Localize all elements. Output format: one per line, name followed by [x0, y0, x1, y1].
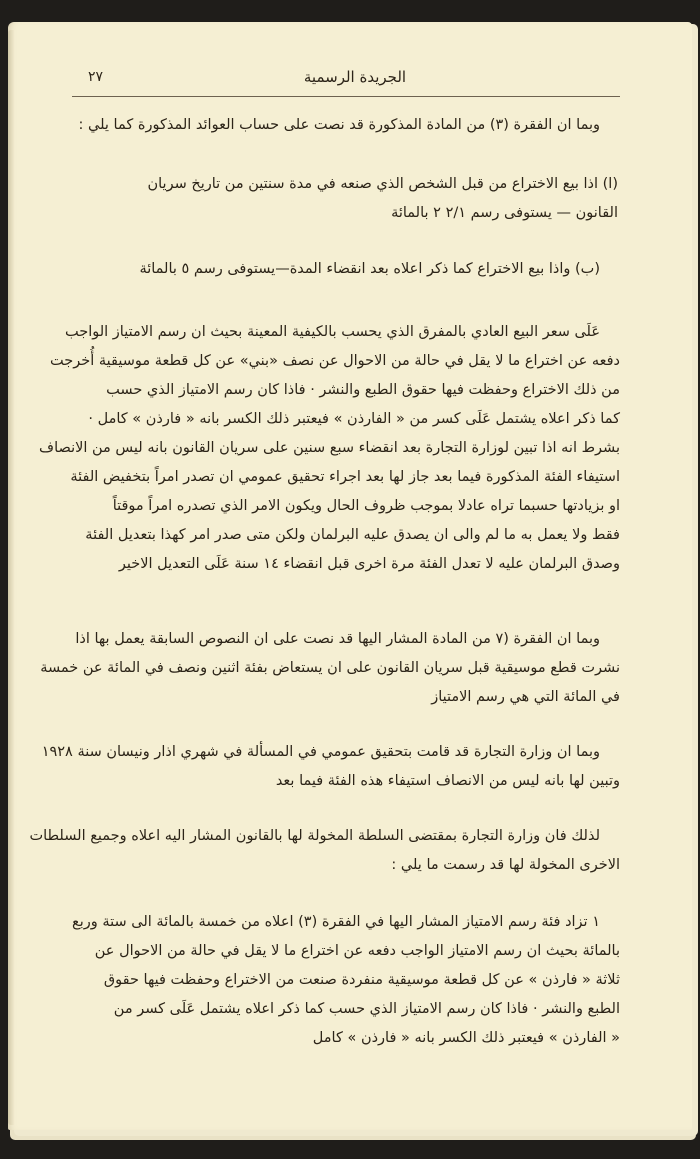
text-line: وتبين لها بانه ليس من الانصاف استيفاء هذه الفئة فيما بعد: [275, 773, 620, 789]
paragraph-therefore: [29, 822, 620, 880]
paragraph-clause-b: [90, 255, 620, 284]
text-line: وبما ان الفقرة (٧ من المادة المشار اليها قد نصت على ان النصوص السابقة يعمل بها اذا: [75, 631, 600, 647]
text-line: الطبع والنشر · فاذا كان رسم الامتياز الذي حسب كما ذكر اعلاه يشتمل عَلَى كسر من: [113, 1001, 620, 1017]
paragraph-whereas-para3: [78, 111, 620, 140]
page-number: ٢٧: [88, 69, 104, 85]
text-line: (ب) واذا بيع الاختراع كما ذكر اعلاه بعد انقضاء المدة—يستوفى رسم ٥ بالمائة: [139, 261, 600, 277]
page-edge: [8, 30, 14, 1125]
text-line: « الفارذن » فيعتبر ذلك الكسر بانه « فارذن » كامل: [312, 1030, 620, 1046]
text-line: من ذلك الاختراع وحفظت فيها حقوق الطبع والنشر · فاذا كان رسم الامتياز الذي حسب: [106, 382, 620, 398]
paragraph-order-1: [72, 908, 620, 1053]
gazette-title: الجريدة الرسمية: [303, 68, 407, 86]
text-line: ثلاثة « فارذن » عن كل قطعة موسيقية منفردة صنعت من الاختراع وحفظت فيها حقوق: [103, 972, 620, 988]
text-line: في المائة التي هي رسم الامتياز: [431, 689, 620, 705]
paragraph-retail-price: [39, 318, 620, 579]
text-line: نشرت قطع موسيقية قبل سريان القانون على ان يستعاض بفئة اثنين ونصف في المائة عن خمسة: [40, 660, 620, 676]
paragraph-whereas-inquiry: [41, 738, 620, 796]
text-line: او بزيادتها حسبما تراه عادلا بموجب ظروف الحال ويكون الامر الذي تصدره امراً موقتاً: [112, 498, 620, 514]
text-line: كما ذكر اعلاه يشتمل عَلَى كسر من « الفارذن » فيعتبر ذلك الكسر بانه « فارذن » كامل ·: [88, 411, 620, 427]
page-header: [70, 68, 640, 92]
text-line: فقط ولا يعمل به ما لم والى ان يصدق عليه البرلمان ولكن متى صدر امر كهذا بتعديل الفئة: [85, 527, 620, 543]
text-line: بالمائة بحيث ان رسم الامتياز الواجب دفعه عن اختراع ما لا يقل في حالة من الاحوال عن: [94, 943, 620, 959]
text-line: عَلَى سعر البيع العادي بالمفرق الذي يحسب بالكيفية المعينة بحيث ان رسم الامتياز الواجب: [65, 324, 600, 340]
text-line: بشرط انه اذا تبين لوزارة التجارة بعد انقضاء سبع سنين على سريان القانون بانه ليس من الانصاف: [39, 440, 620, 456]
text-line: ١ تزاد فئة رسم الامتياز المشار اليها في الفقرة (٣) اعلاه من خمسة بالمائة الى ستة وربع: [72, 914, 600, 930]
text-line: دفعه عن اختراع ما لا يقل في حالة من الاحوال عن نصف «بني» عن كل قطعة موسيقية أُخرجت: [50, 353, 620, 369]
text-line: وبما ان الفقرة (٣) من المادة المذكورة قد نصت على حساب العوائد المذكورة كما يلي :: [78, 117, 600, 133]
text-line: لذلك فان وزارة التجارة بمقتضى السلطة المخولة لها بالقانون المشار اليه اعلاه وجميع السلطات: [29, 828, 600, 844]
paragraph-clause-a: [90, 170, 620, 228]
header-divider: [72, 96, 620, 97]
text-line: (ا) اذا بيع الاختراع من قبل الشخص الذي صنعه في مدة سنتين من تاريخ سريان: [147, 176, 618, 192]
text-line: استيفاء الفئة المذكورة فيما بعد جاز لها بعد اجراء تحقيق عمومي ان تصدر امراً بتخفيض الفئة: [70, 469, 620, 485]
paragraph-whereas-para7: [40, 625, 620, 712]
text-line: وصدق البرلمان عليه لا تعدل الفئة مرة اخرى قبل انقضاء ١٤ سنة عَلَى التعديل الاخير: [118, 556, 620, 572]
text-line: وبما ان وزارة التجارة قد قامت بتحقيق عمومي في المسألة في شهري اذار ونيسان سنة ١٩٢٨: [41, 744, 600, 760]
text-line: القانون — يستوفى رسم ٢/١ ٢ بالمائة: [391, 205, 618, 221]
text-line: الاخرى المخولة لها قد رسمت ما يلي :: [391, 857, 620, 873]
